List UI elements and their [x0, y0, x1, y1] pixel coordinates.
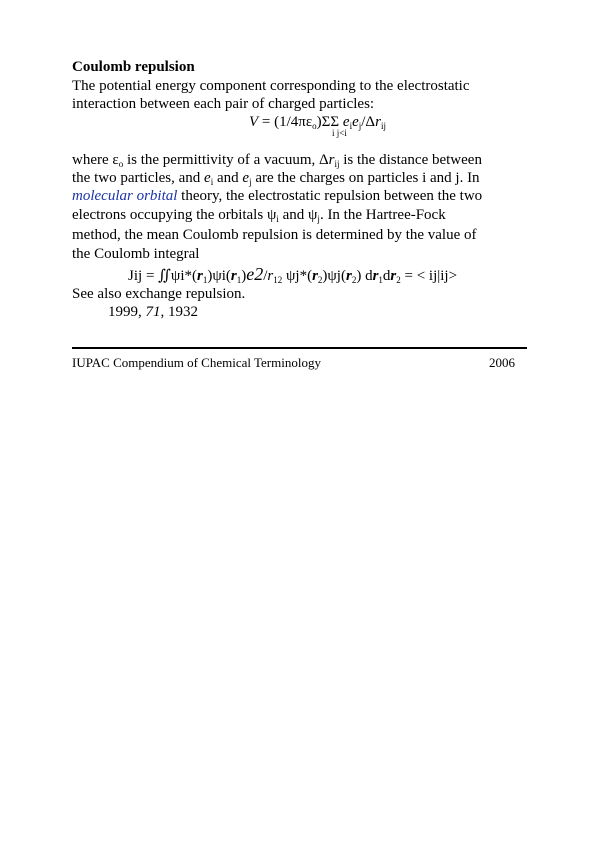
energy-formula: $V = (1/4\pi\varepsilon_o)\Sigma\Sigma$ $e_ie_j/\Delta r_{ij}$ — [249, 114, 386, 131]
definition-line-1: The potential energy component corresponding to the electrostatic — [72, 78, 470, 94]
see-also: See also exchange repulsion. — [72, 286, 246, 302]
body-line-1: where $\varepsilon_o$ is the permittivity of a vacuum, $\Delta r_{ij}$ is the distance between — [72, 152, 482, 169]
body-line-5: method, the mean Coulomb repulsion is determined by the value of — [72, 227, 477, 243]
body-line-4: electrons occupying the orbitals $\psi_i$ and $\psi_j$. In the Hartree-Fock — [72, 207, 446, 224]
body-line-3: molecular orbital theory, the electrostatic repulsion between the two — [72, 188, 483, 204]
body-line-6: the Coulomb integral — [72, 246, 200, 262]
footer-rule — [72, 347, 527, 349]
coulomb-integral-formula: Jij = $∬\psi i*(r_1)\psi i(r_1)e2/r_{12}$ $\psi j*(r_2)\psi j(r_2) dr_1dr_2$ = < ij|ij> — [128, 264, 458, 285]
source-citation: 1999, 71, 1932 — [108, 304, 198, 320]
footer-title: IUPAC Compendium of Chemical Terminology — [72, 355, 321, 370]
summation-indices: i j<i — [332, 128, 347, 138]
footer-year: 2006 — [489, 355, 515, 370]
entry-title: Coulomb repulsion — [72, 59, 195, 75]
body-line-2: the two particles, and $e_i$ and $e_j$ are the charges on particles i and j. In — [72, 170, 480, 187]
molecular-orbital-link[interactable]: molecular orbital — [72, 188, 178, 204]
definition-line-2: interaction between each pair of charged particles: — [72, 96, 375, 112]
